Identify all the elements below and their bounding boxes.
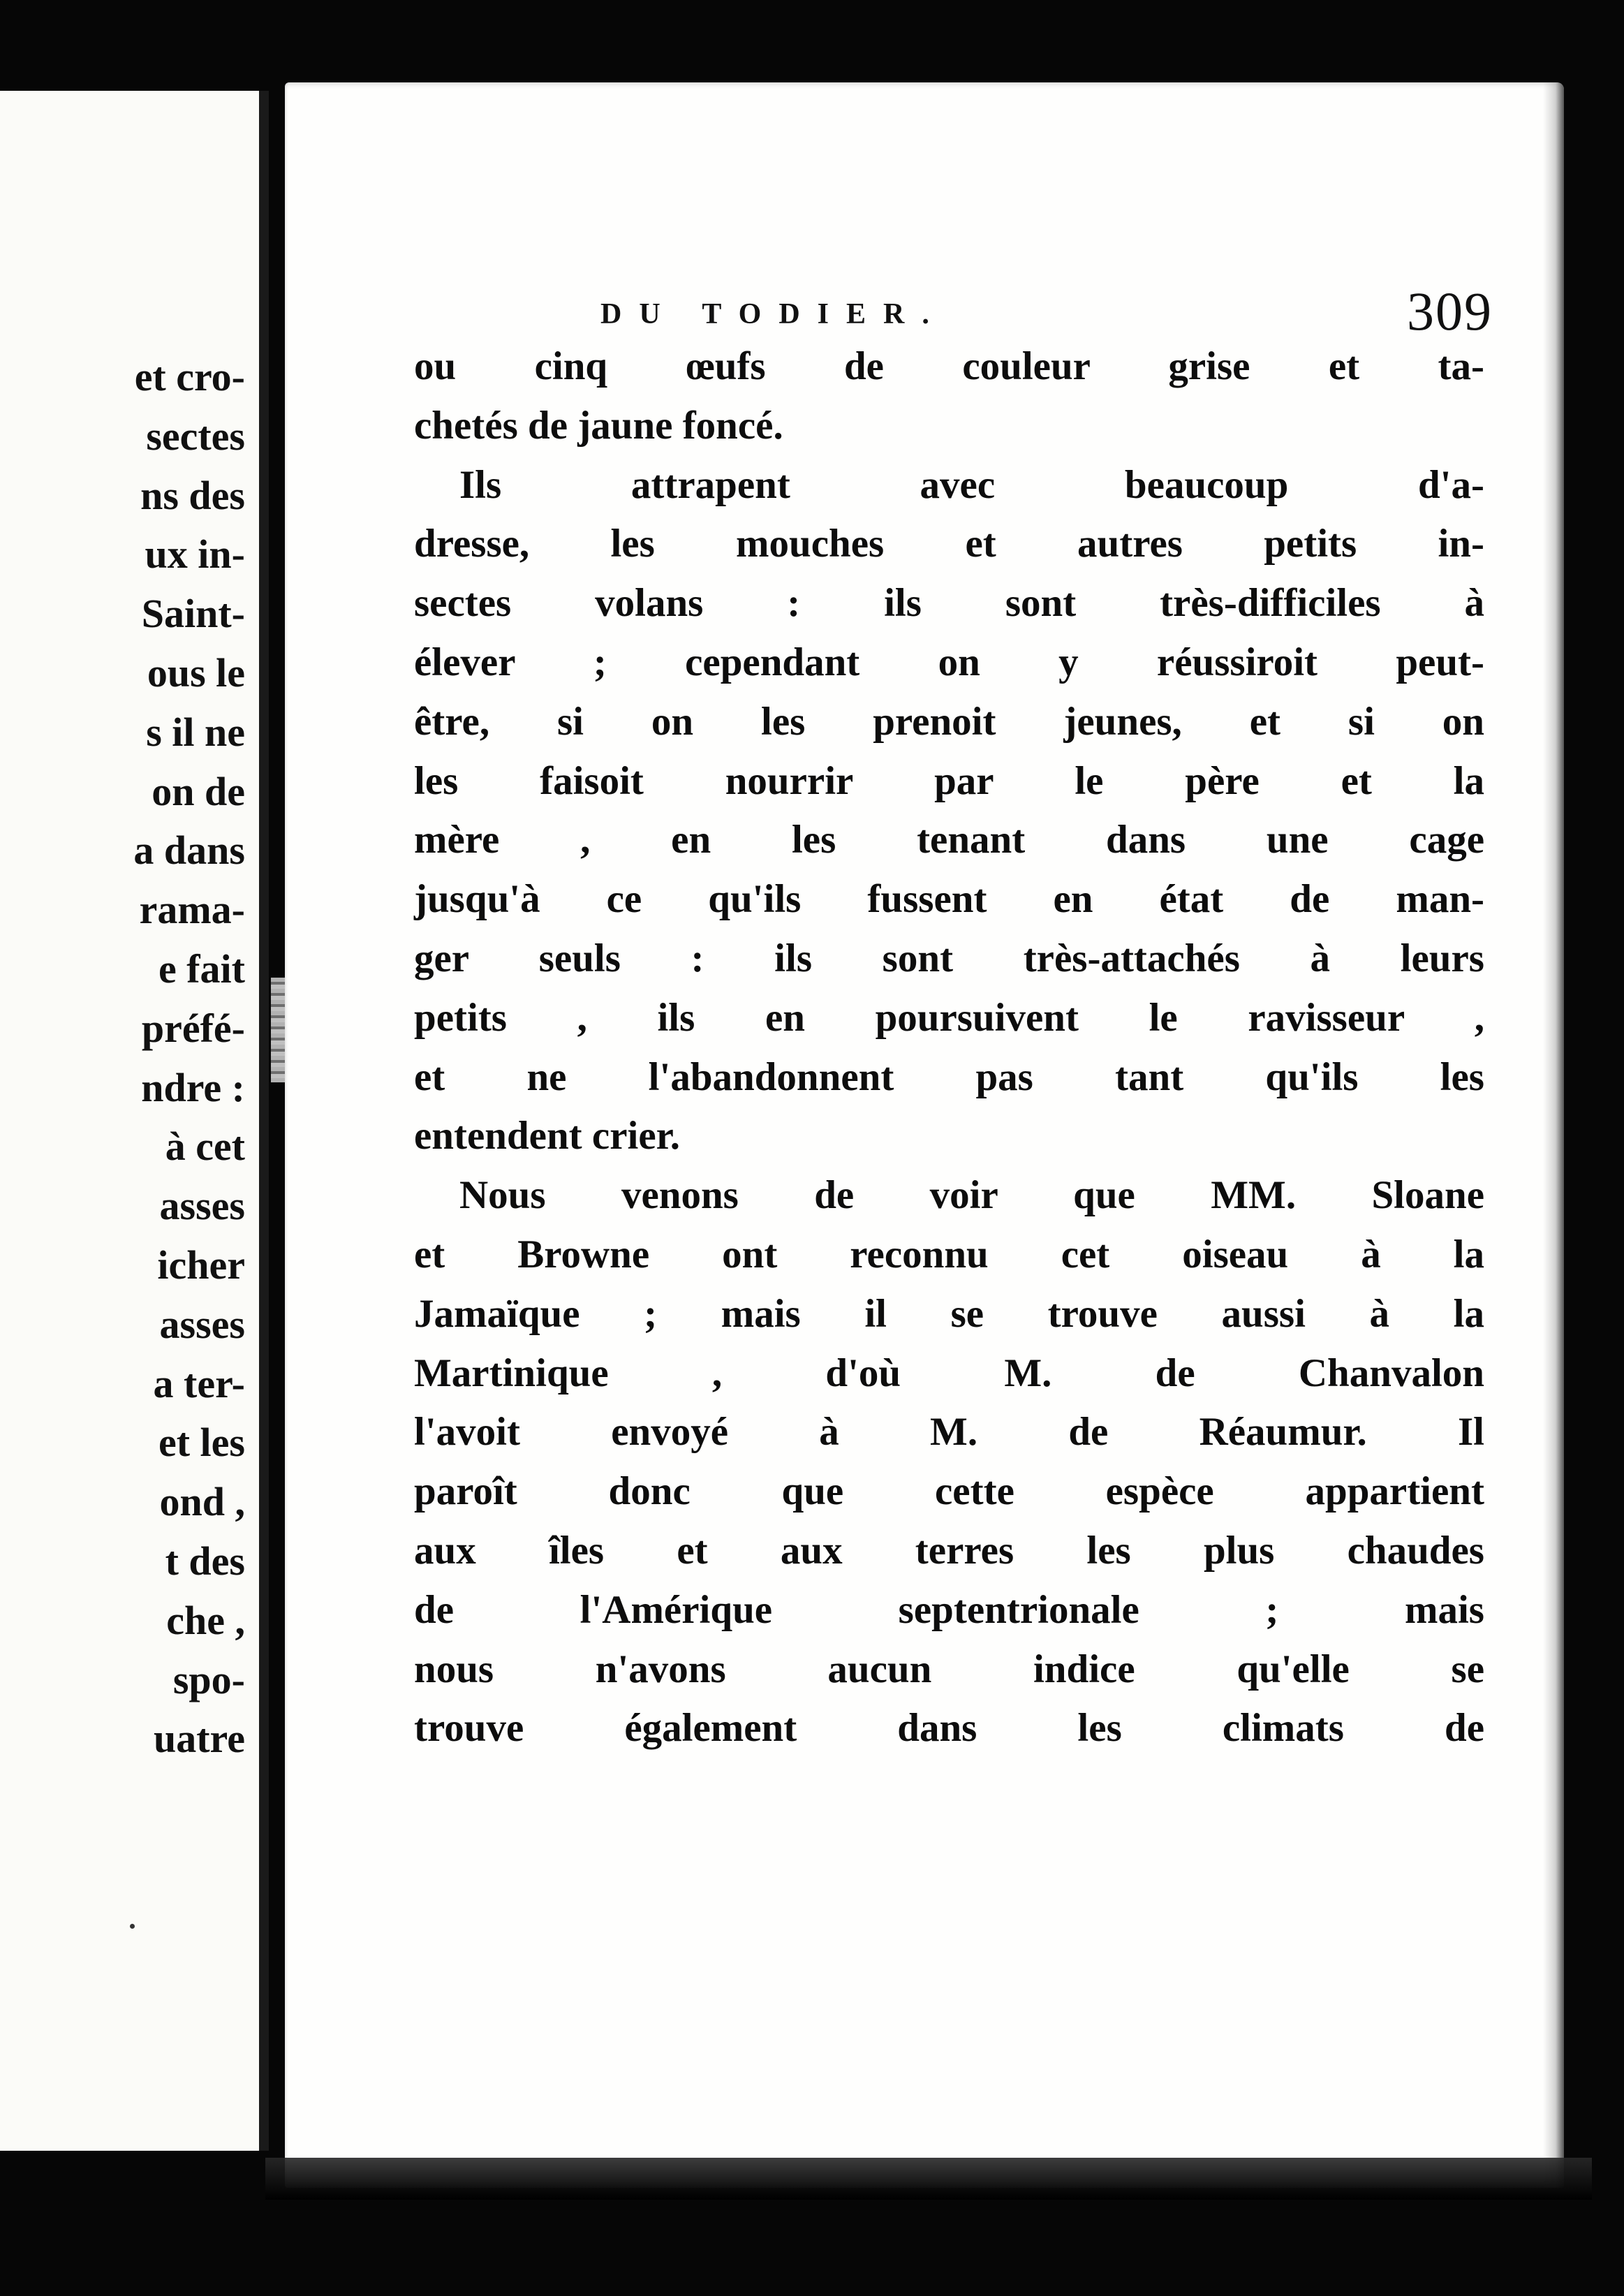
text-line: sectes volans : ils sont très-difficiles à — [414, 581, 1484, 626]
facing-line: et les — [158, 1420, 245, 1466]
facing-line: asses — [159, 1183, 245, 1229]
text-line: mère , en les tenant dans une cage — [414, 818, 1484, 862]
facing-line: uatre — [153, 1716, 245, 1762]
text-line: ger seuls : ils sont très-attachés à leurs — [414, 936, 1484, 980]
facing-line: ond , — [159, 1479, 245, 1525]
facing-page-fragment — [0, 91, 269, 2151]
facing-line: che , — [166, 1597, 245, 1643]
facing-line: t des — [165, 1538, 245, 1584]
facing-line: on de — [152, 768, 245, 814]
facing-page-text — [0, 348, 245, 1769]
page-edge-shadow — [1543, 82, 1564, 2188]
facing-line: e fait — [158, 945, 245, 992]
facing-line: ous le — [147, 649, 245, 696]
text-line: nous n'avons aucun indice qu'elle se — [414, 1647, 1484, 1691]
ink-speck — [130, 1924, 135, 1929]
text-line: Nous venons de voir que MM. Sloane — [459, 1173, 1484, 1218]
text-line: Martinique , d'où M. de Chanvalon — [414, 1351, 1484, 1395]
text-line: l'avoit envoyé à M. de Réaumur. Il — [414, 1410, 1484, 1455]
text-line: et ne l'abandonnent pas tant qu'ils les — [414, 1054, 1484, 1099]
text-line: et Browne ont reconnu cet oiseau à la — [414, 1232, 1484, 1276]
text-line: dresse, les mouches et autres petits in- — [414, 522, 1484, 566]
facing-line: Saint- — [141, 591, 245, 637]
facing-line: icher — [157, 1242, 245, 1288]
facing-line: a dans — [133, 827, 245, 874]
running-title: DU TODIER. — [600, 298, 947, 330]
text-line: être, si on les prenoit jeunes, et si on — [414, 699, 1484, 744]
text-line: paroît donc que cette espèce appartient — [414, 1469, 1484, 1514]
facing-line: a ter- — [153, 1360, 245, 1406]
facing-line: ndre : — [141, 1064, 245, 1110]
facing-line: ux in- — [145, 531, 245, 577]
facing-line: spo- — [172, 1656, 245, 1702]
text-line: les faisoit nourrir par le père et la — [414, 758, 1484, 803]
text-line: Ils attrapent avec beaucoup d'a- — [459, 462, 1484, 507]
facing-line: et cro- — [134, 354, 245, 399]
facing-line: asses — [159, 1301, 245, 1347]
facing-line: préfé- — [141, 1005, 245, 1051]
text-line: Jamaïque ; mais il se trouve aussi à la — [414, 1291, 1484, 1336]
facing-line: à cet — [165, 1124, 245, 1170]
body-text — [414, 337, 1484, 1758]
text-line: ou cinq œufs de couleur grise et ta- — [414, 344, 1484, 388]
text-line: jusqu'à ce qu'ils fussent en état de man- — [414, 877, 1484, 922]
facing-line: s il ne — [146, 709, 245, 755]
scan-bottom-shadow — [265, 2158, 1592, 2200]
text-line: de l'Amérique septentrionale ; mais — [414, 1587, 1484, 1632]
text-line: petits , ils en poursuivent le ravisseur , — [414, 995, 1484, 1040]
text-line: élever ; cependant on y réussiroit peut- — [414, 640, 1484, 684]
text-line: entendent crier. — [414, 1114, 680, 1158]
facing-line: sectes — [146, 413, 245, 459]
facing-line: rama- — [139, 887, 245, 933]
facing-line: ns des — [140, 472, 245, 518]
text-line: aux îles et aux terres les plus chaudes — [414, 1528, 1484, 1573]
text-line: chetés de jaune foncé. — [414, 403, 783, 448]
text-line: trouve également dans les climats de — [414, 1706, 1484, 1751]
page-number: 309 — [1407, 281, 1493, 341]
book-page — [285, 82, 1564, 2188]
binding-gutter — [271, 978, 285, 1082]
